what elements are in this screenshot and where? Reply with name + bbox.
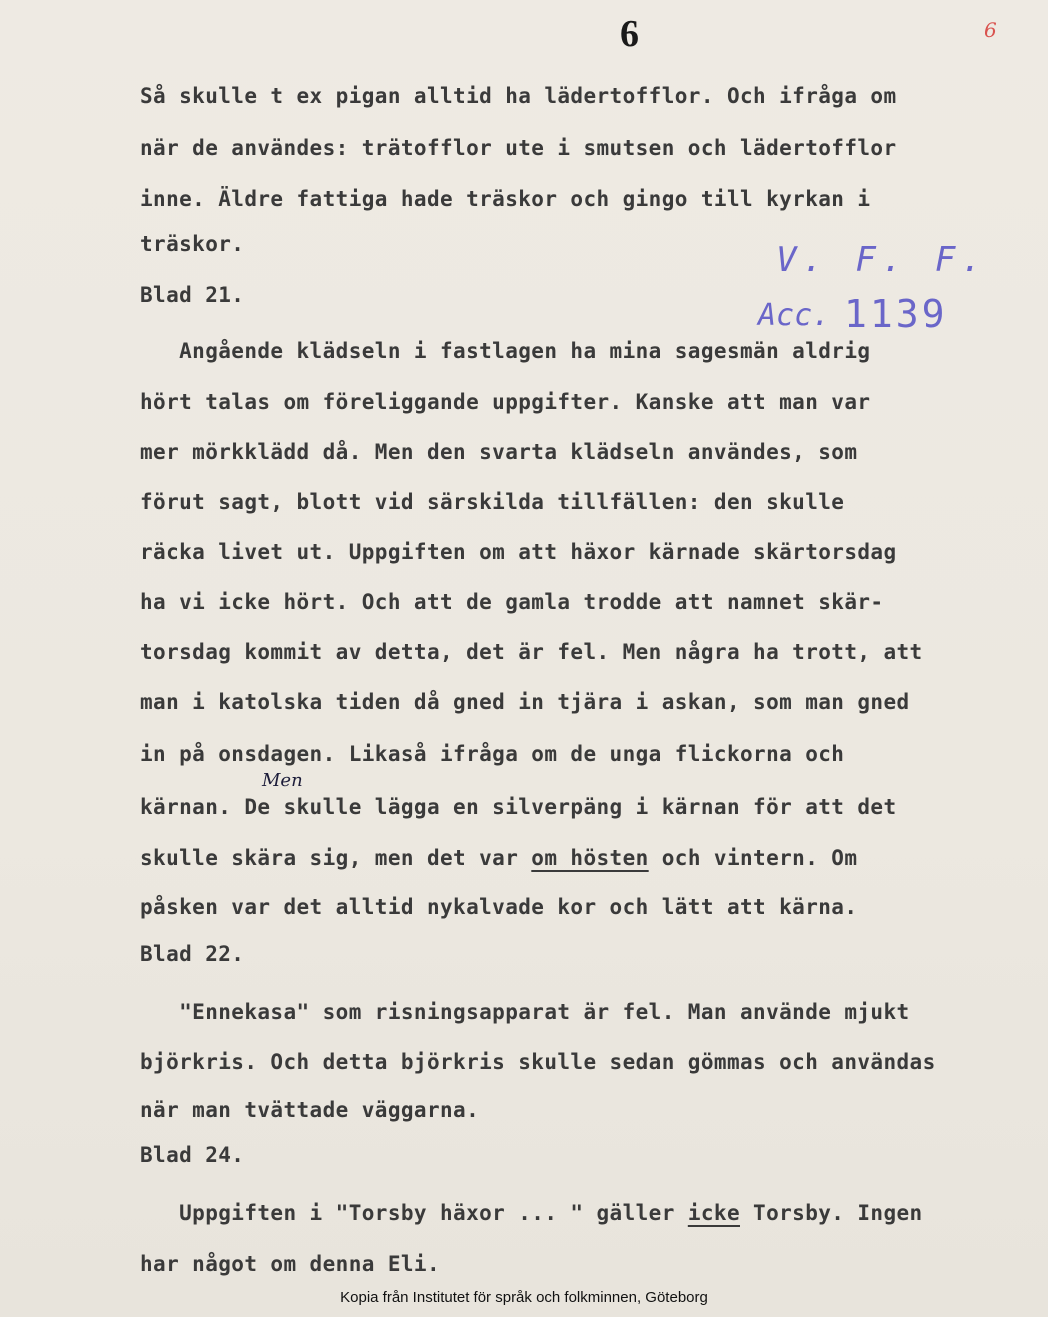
text-line-16 xyxy=(140,846,857,870)
text-line-14: in på onsdagen. Likaså ifråga om de unga flickorna och xyxy=(140,742,845,766)
archive-footer: Kopia från Institutet för språk och folkminnen, Göteborg xyxy=(340,1289,708,1306)
text-line-9: förut sagt, blott vid särskilda tillfällen: den skulle xyxy=(140,490,845,514)
text-line-6: Angående klädseln i fastlagen ha mina sagesmän aldrig xyxy=(140,339,871,363)
text-line-3: inne. Äldre fattiga hade träskor och gingo till kyrkan i xyxy=(140,187,871,211)
text-line-21: när man tvättade väggarna. xyxy=(140,1098,480,1122)
text-line-10: räcka livet ut. Uppgiften om att häxor kärnade skärtorsdag xyxy=(140,540,897,564)
text-segment: Uppgiften i "Torsby häxor ... " gäller xyxy=(140,1201,688,1225)
text-line-20: björkris. Och detta björkris skulle sedan gömmas och användas xyxy=(140,1050,936,1074)
text-line-24: har något om denna Eli. xyxy=(140,1252,440,1276)
text-line-1: Så skulle t ex pigan alltid ha lädertofflor. Och ifråga om xyxy=(140,84,897,108)
section-heading-blad-24: Blad 24. xyxy=(140,1143,245,1167)
text-line-4: träskor. xyxy=(140,232,245,256)
text-line-17: påsken var det alltid nykalvade kor och lätt att kärna. xyxy=(140,895,858,919)
text-segment: och vintern. Om xyxy=(648,846,858,870)
archive-stamp-number: 1139 xyxy=(844,292,948,336)
underlined-word: icke xyxy=(687,1201,740,1225)
text-line-19: "Ennekasa" som risningsapparat är fel. Man använde mjukt xyxy=(140,1000,910,1024)
text-segment: Torsby. Ingen xyxy=(740,1201,923,1225)
text-line-2: när de användes: trätofflor ute i smutsen och lädertofflor xyxy=(140,136,897,160)
text-line-7: hört talas om föreliggande uppgifter. Kanske att man var xyxy=(140,390,871,414)
text-line-13: man i katolska tiden då gned in tjära i askan, som man gned xyxy=(140,690,910,714)
text-segment: skulle skära sig, men det var xyxy=(140,846,532,870)
underlined-phrase: om hösten xyxy=(531,846,649,870)
section-heading-blad-22: Blad 22. xyxy=(140,942,245,966)
archive-stamp-acc-label: Acc. xyxy=(758,298,831,333)
section-heading-blad-21: Blad 21. xyxy=(140,283,245,307)
archive-stamp-code: V. F. F. xyxy=(776,240,988,280)
text-line-23 xyxy=(140,1201,923,1225)
page-number: 6 xyxy=(620,13,639,55)
text-line-11: ha vi icke hört. Och att de gamla trodde att namnet skär- xyxy=(140,590,884,614)
corner-page-mark: 6 xyxy=(984,18,997,42)
text-line-8: mer mörkklädd då. Men den svarta klädseln användes, som xyxy=(140,440,858,464)
text-line-12: torsdag kommit av detta, det är fel. Men några ha trott, att xyxy=(140,640,923,664)
handwritten-correction: Men xyxy=(262,770,303,791)
text-line-15: kärnan. De skulle lägga en silverpäng i kärnan för att det xyxy=(140,795,897,819)
